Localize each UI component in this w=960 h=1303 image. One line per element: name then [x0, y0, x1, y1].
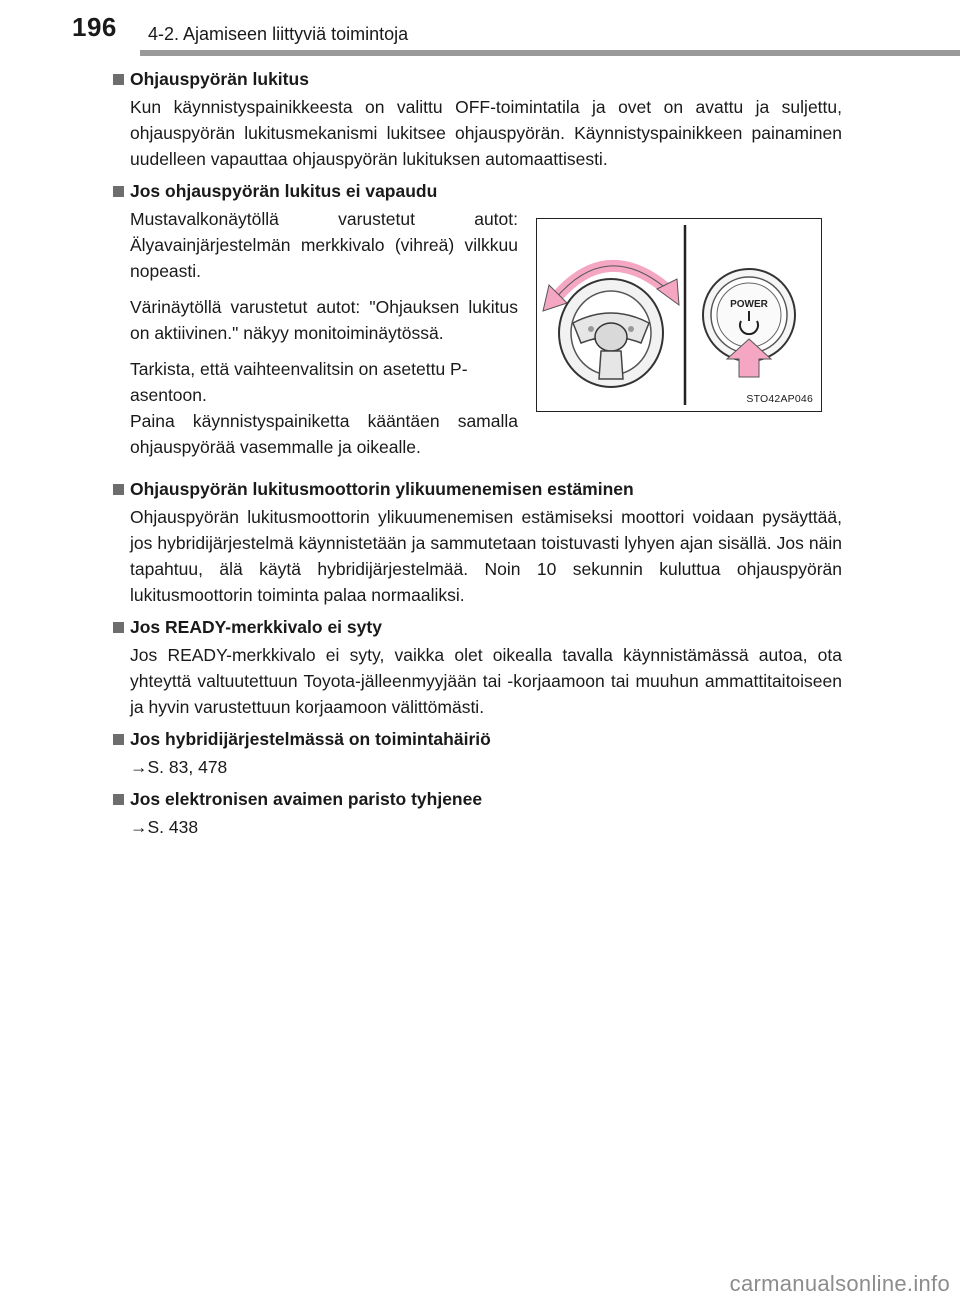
section-body	[130, 642, 842, 720]
page-reference: →S. 83, 478	[130, 757, 228, 777]
square-bullet-icon	[113, 794, 124, 805]
section-body	[130, 504, 842, 608]
section-heading	[112, 178, 842, 204]
section-heading	[112, 614, 842, 640]
paragraph-color-display: Värinäytöllä varustetut autot: "Ohjauksen lukitus on aktiivinen." näkyy monitoiminäytössä.	[130, 297, 518, 343]
heading-text: Jos ohjauspyörän lukitus ei vapaudu	[130, 181, 438, 201]
section-key-battery	[112, 786, 842, 840]
paragraph-mono-display: Mustavalkonäytöllä varustetut autot: Älyavainjärjestelmän merkkivalo (vihreä) vilkkuu nopeasti.	[130, 209, 518, 281]
header-rule	[140, 50, 960, 56]
heading-text: Ohjauspyörän lukitus	[130, 69, 309, 89]
square-bullet-icon	[113, 484, 124, 495]
paragraph: Kun käynnistyspainikkeesta on valittu OFF-toimintatila ja ovet on avattu ja suljettu, ohjauspyörän lukitusmekanismi lukitsee ohjauspyörän. Käynnistyspainikkeen painaminen uudelleen vapauttaa ohjauspyörän lukituksen automaattisesti.	[130, 97, 842, 169]
page-content	[112, 66, 842, 846]
section-heading	[112, 786, 842, 812]
page-number: 196	[72, 12, 117, 42]
instruction-check-p: Tarkista, että vaihteenvalitsin on asetettu P-asentoon.	[130, 359, 468, 405]
section-heading	[112, 726, 842, 752]
page-header	[0, 0, 960, 56]
heading-text: Jos READY-merkkivalo ei syty	[130, 617, 382, 637]
steering-wheel-icon	[559, 279, 663, 387]
chapter-title: 4-2. Ajamiseen liittyviä toimintoja	[148, 24, 409, 44]
heading-text: Jos elektronisen avaimen paristo tyhjenee	[130, 789, 483, 809]
paragraph: Ohjauspyörän lukitusmoottorin ylikuumenemisen estämiseksi moottori voidaan pysäyttää, jos hybridijärjestelmä käynnistetään ja sammutetaan toistuvasti lyhyen ajan sisällä. Jos näin tapahtuu, älä käytä hybridijärjestelmää. Noin 10 sekunnin kuluttua ohjauspyörän lukitusmoottorin toiminta palaa normaaliksi.	[130, 507, 842, 605]
heading-text: Ohjauspyörän lukitusmoottorin ylikuumenemisen estäminen	[130, 479, 634, 499]
heading-text: Jos hybridijärjestelmässä on toimintahäiriö	[130, 729, 491, 749]
square-bullet-icon	[113, 734, 124, 745]
section-hybrid-malfunction	[112, 726, 842, 780]
text-with-figure	[112, 206, 842, 470]
section-steering-lock	[112, 66, 842, 172]
paragraph: Jos READY-merkkivalo ei syty, vaikka olet oikealla tavalla käynnistämässä autoa, ota yhteyttä valtuutettuun Toyota-jälleenmyyjään tai -korjaamoon tai muuhun ammattitaitoiseen ja hyvin varustettuun korjaamoon välittömästi.	[130, 645, 842, 717]
section-heading	[112, 66, 842, 92]
watermark: carmanualsonline.info	[729, 1271, 950, 1296]
section-ready-indicator	[112, 614, 842, 720]
section-lock-not-released	[112, 178, 842, 470]
illustration-svg	[537, 219, 821, 411]
section-heading	[112, 476, 842, 502]
instruction-press-power: Paina käynnistyspainiketta kääntäen samalla ohjauspyörää vasemmalle ja oikealle.	[130, 411, 518, 457]
figure-code: STO42AP046	[746, 393, 813, 405]
section-motor-overheat	[112, 476, 842, 608]
power-label: POWER	[730, 299, 768, 310]
square-bullet-icon	[113, 622, 124, 633]
paragraph-instructions	[130, 356, 518, 460]
square-bullet-icon	[113, 74, 124, 85]
steering-power-figure	[536, 218, 822, 412]
square-bullet-icon	[113, 186, 124, 197]
text-column	[130, 206, 518, 470]
section-body	[130, 94, 842, 172]
page-reference: →S. 438	[130, 817, 199, 837]
